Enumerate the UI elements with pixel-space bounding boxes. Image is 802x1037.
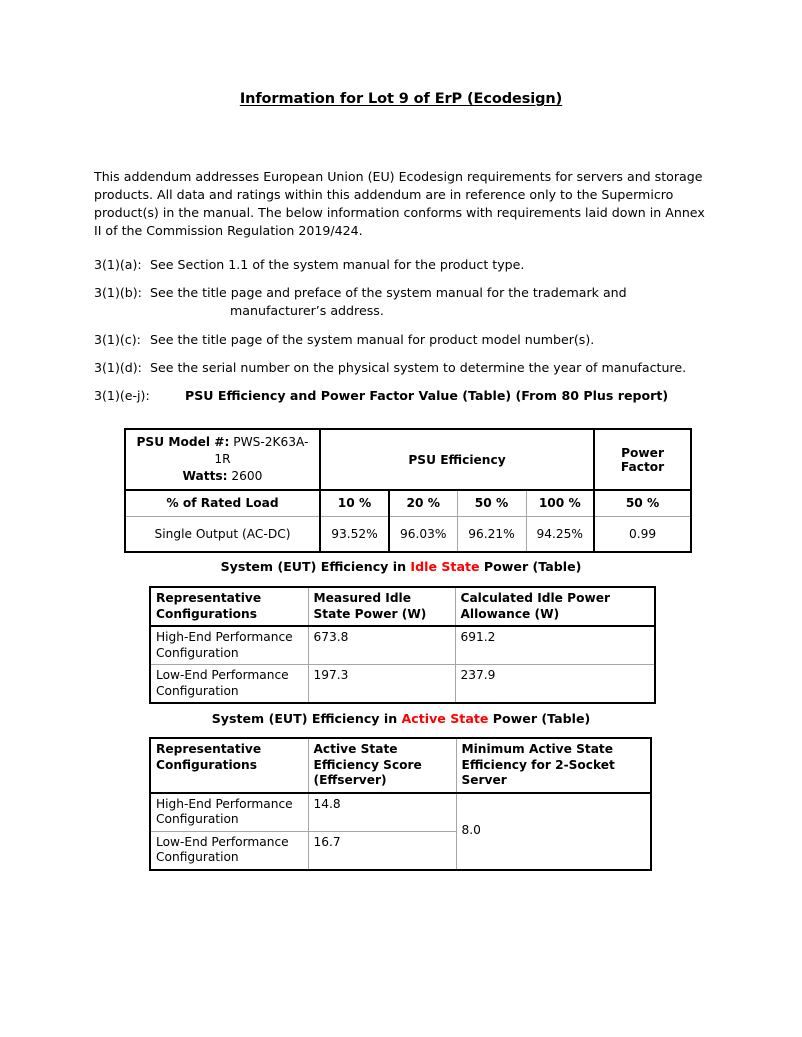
idle-caption-prefix: System (EUT) Efficiency in bbox=[220, 559, 411, 574]
clause-label-c: 3(1)(c): bbox=[94, 331, 141, 347]
psu-model-cell bbox=[125, 429, 320, 490]
psu-load-20: 20 % bbox=[389, 490, 457, 516]
clause-label-b: 3(1)(b): bbox=[94, 285, 142, 301]
psu-row-label: Single Output (AC-DC) bbox=[125, 516, 320, 552]
psu-watts-value: 2600 bbox=[231, 469, 263, 483]
idle-row1-allowance: 691.2 bbox=[455, 626, 655, 665]
active-state-table bbox=[149, 737, 652, 871]
idle-caption-accent: Idle State bbox=[410, 559, 480, 574]
table-row bbox=[150, 626, 655, 665]
active-header-score: Active State Efficiency Score (Effserver) bbox=[308, 738, 456, 793]
clause-list bbox=[94, 256, 714, 415]
clause-item-c bbox=[94, 331, 714, 349]
psu-eff-20: 96.03% bbox=[389, 516, 457, 552]
psu-efficiency-table bbox=[124, 428, 692, 553]
psu-power-factor-value: 0.99 bbox=[594, 516, 691, 552]
psu-load-100: 100 % bbox=[526, 490, 594, 516]
table-row bbox=[125, 490, 691, 516]
table-header-row bbox=[150, 738, 651, 793]
psu-watts-label: Watts: bbox=[182, 469, 228, 483]
active-row2-score: 16.7 bbox=[308, 831, 456, 870]
clause-text-b bbox=[150, 284, 690, 320]
psu-efficiency-header: PSU Efficiency bbox=[320, 429, 594, 490]
idle-row1-measured: 673.8 bbox=[308, 626, 455, 665]
page-title-text: Information for Lot 9 of ErP (Ecodesign) bbox=[239, 91, 563, 107]
active-caption-accent: Active State bbox=[401, 711, 489, 726]
psu-load-10: 10 % bbox=[320, 490, 389, 516]
intro-paragraph: This addendum addresses European Union (EU) Ecodesign requirements for servers and storage products. All data and ratings within this addendum are in reference only to the Supermicro product(s) in the manual. The below information conforms with requirements laid down in Annex II of the Commission Regulation 2019/424. bbox=[94, 168, 705, 239]
idle-caption-suffix: Power (Table) bbox=[479, 559, 582, 574]
active-row2-configuration: Low-End Performance Configuration bbox=[150, 831, 308, 870]
idle-table-caption bbox=[0, 559, 802, 574]
clause-item-a bbox=[94, 256, 714, 274]
psu-load-50: 50 % bbox=[457, 490, 526, 516]
psu-power-factor-header: Power Factor bbox=[594, 429, 691, 490]
clause-item-e-j bbox=[94, 387, 714, 405]
clause-text-b-line2: manufacturer’s address. bbox=[230, 303, 384, 319]
active-row1-configuration: High-End Performance Configuration bbox=[150, 793, 308, 832]
psu-power-factor-load: 50 % bbox=[594, 490, 691, 516]
clause-text-c: See the title page of the system manual for product model number(s). bbox=[150, 331, 595, 347]
psu-eff-50: 96.21% bbox=[457, 516, 526, 552]
idle-row1-configuration: High-End Performance Configuration bbox=[150, 626, 308, 665]
idle-row2-configuration: Low-End Performance Configuration bbox=[150, 665, 308, 704]
table-row bbox=[125, 516, 691, 552]
psu-rated-load-label: % of Rated Load bbox=[125, 490, 320, 516]
clause-label-e-j: 3(1)(e-j): bbox=[94, 388, 150, 404]
active-caption-prefix: System (EUT) Efficiency in bbox=[211, 711, 402, 726]
table-header-row bbox=[150, 587, 655, 626]
clause-item-d bbox=[94, 359, 714, 377]
idle-header-allowance: Calculated Idle Power Allowance (W) bbox=[455, 587, 655, 626]
active-row1-score: 14.8 bbox=[308, 793, 456, 832]
active-minimum-efficiency: 8.0 bbox=[456, 793, 651, 870]
idle-header-configurations: Representative Configurations bbox=[150, 587, 308, 626]
idle-header-measured: Measured Idle State Power (W) bbox=[308, 587, 455, 626]
psu-model-label: PSU Model #: bbox=[136, 435, 230, 449]
active-header-configurations: Representative Configurations bbox=[150, 738, 308, 793]
idle-row2-measured: 197.3 bbox=[308, 665, 455, 704]
active-caption-suffix: Power (Table) bbox=[488, 711, 591, 726]
table-row bbox=[150, 793, 651, 832]
active-header-minimum: Minimum Active State Efficiency for 2-Socket Server bbox=[456, 738, 651, 793]
clause-label-a: 3(1)(a): bbox=[94, 257, 142, 272]
idle-state-table bbox=[149, 586, 656, 704]
table-row bbox=[125, 429, 691, 490]
clause-text-b-line1: See the title page and preface of the system manual for the trademark and bbox=[150, 285, 627, 301]
clause-text-d: See the serial number on the physical system to determine the year of manufacture. bbox=[150, 359, 687, 375]
psu-eff-10: 93.52% bbox=[320, 516, 389, 552]
table-row bbox=[150, 665, 655, 704]
clause-item-b bbox=[94, 284, 714, 320]
clause-text-e-j: PSU Efficiency and Power Factor Value (Table) (From 80 Plus report) bbox=[185, 388, 669, 404]
active-table-caption bbox=[0, 711, 802, 726]
psu-eff-100: 94.25% bbox=[526, 516, 594, 552]
clause-label-d: 3(1)(d): bbox=[94, 359, 142, 375]
clause-text-a: See Section 1.1 of the system manual for the product type. bbox=[150, 257, 525, 272]
idle-row2-allowance: 237.9 bbox=[455, 665, 655, 704]
psu-model-value: PWS-2K63A-1R bbox=[214, 435, 309, 466]
page-title bbox=[0, 91, 802, 107]
